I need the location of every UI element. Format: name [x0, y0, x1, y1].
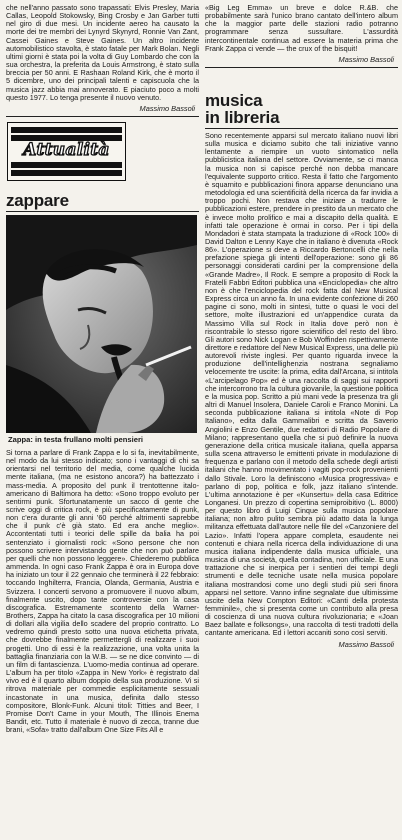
left-intro-text: che nell'anno passato sono trapassati: Elvis Presley, Maria Callas, Leopold Stokowsky, Bing Crosby e Jan Garber tutti nel giro di due mesi. Un incidente aereo ha causato la morte dei tre membri dei Lynyrd Skynyrd, Ronnie Van Zant, Cassei Gaines e Steve Gaines. Un altro incidente automobilistico stavolta, è stato fatale per Mark Bolan. Negli ultimi giorni è stata poi la volta di Guy Lombardo che con la sua orchestra, la preferita da Louis Armstrong, è stato sulla breccia per 50 anni. E Rashaan Roland Kirk, che è morto il 5 dicembre, uno dei principali talenti e capiscuola che la musica jazz abbia mai annoverato. E piaciuto poco a molti questo 1977. Lo tenga presente il nuovo venuto.	[6, 3, 199, 102]
divider	[205, 67, 398, 68]
right-intro-text: «Big Leg Emma» un breve e dolce R.&B. che probabilmente sarà l'unico brano cantato dell'intero album che la maggior parte delle stazioni radio potranno programmare senza sussultare. L'assurdità intercontinentale continua ad essere la materia prima che Frank Zappa ci vende — the crux of the bisquit!	[205, 3, 398, 53]
divider	[6, 116, 199, 117]
photo-caption: Zappa: in testa frullano molti pensieri	[8, 434, 144, 444]
section-title-musica: musica	[205, 90, 263, 110]
right-intro-signature: Massimo Bassoli	[338, 54, 394, 64]
attualita-logo-text: Attualità	[23, 139, 110, 160]
divider	[6, 211, 199, 212]
right-column	[205, 0, 398, 649]
libreria-article-text: Sono recentemente apparsi sul mercato italiano nuovi libri sulla musica e diciamo subito che tali iniziative vanno lentamente a riempire un vuoto sintomatico nella pubblicistica italiana del settore. Ovviamente, se ci manca la musica non si capisce perché non debba mancare l'equivalente supporto critico. Resta il fatto che l'argomento è squarnito e pubblicazioni finora apparse denunciano una metodologia ed una scientificità della ricerca da far invidia a troppo pochi. Non restava che iniziare a tradurre le pubblicazioni estere, prendere in prestito da un mercato che è invece molto prolifico e mai a discapito della qualità. E infatti tale operazione è ormai in corso. Per i tipi della Mondadori è stata stampata la traduzione di «Rock 100» di David Dalton e Lenny Kaye che in italiano è divenuta «Rock 86». L'operazione si deve a Riccardo Bertoncelli che nella prefazione spiega gli intenti dell'operazione: sono gli 86 personaggi considerati cardini per la comprensione della «Grande Madre», Il Rock. E sempre a proposito di Rock la Fratelli Fabbri Editori pubblica una «Enciclopedia» che altro non è che l'enciclopedia del rock fatta dal New Musical Express circa un anno fa. In una evidente confezione di 260 pagine ci sono, molti in sintesi, tutte o quasi le voci del settore, molte illustrazioni ed un'appendice curata da Massimo Villa sul Rock in Italia dove però non è riscontrabile lo stesso rigore scientifico del resto del libro. Gli autori sono Nick Logan e Bob Woffinden rispettivamente direttore e redattore del New Musical Express, una delle più autorevoli riviste inglesi. Per quanto riguarda invece la produzione dell'intellighenzia nostrana segnaliamo velocemente tre uscite: la prima, edita dall'Arcana, si intitola «L'arcipelago Pop» ed è una raccolta di saggi sui rapporti che intercorrono tra la cultura giovanile, la questione politica e la musica pop. Scritto a più mani vede la presenza tra gli altri di Manuel Insolera, Daniele Caroli e Franco Monini. La seconda pubblicazione italiana si intitola «Note di Pop Italiano», edita dalla Gammalibri e scritta da Saverio Angiolini e Enzo Gentile, due redattori di Radio Popolare di Milano; rappresentano quella che si può definire la nuova generazione della critica musicale italiana, quella apparsa sulla scena attraverso le emittenti private in modulazione di frequenza e parlano con il metodo della schede degli artisti italiani che hanno movimentato i vagiti pop-rock provenienti dallo Stivale. Loro la definiscono «Musica progressiva» e parlano di pop, politica e folk, jazz italiano s'intende. L'ultima annotazione è per «Kunsertu» della casa Editrice Longanesi. Un prezzo di copertina semiproibitivo (L. 8000) per questo libro di Luigi Cinque sulla musica popolare italiana; non altro pulito sembra più adatto data la lunga militanza effettuata dall'autore nelle file del «Canzoniere del Lazio». Infatti l'opera appare completa, esaudente nei contenuti e chiara nella ricerca della individuazione di una musica italiana indipendente dalla musica ufficiale, una musica di una società, quella contadina, non ufficiale. E una trattazione che si inerpica per i sentieri dei tempi degli strumenti e delle tecniche usate nella musica popolare italiana mostrandosi come uno degli studi più seri finora apparsi nel settore. Vanno infine segnalate due ultimissime uscite della New Compton Editori: «Canti della protesta femminile», che si presenta come un contributo alla presa di coscienza di una nuova cultura rivoluzionaria; e «Joan Baez ballate e folksongs», una raccolta di testi tradotti della cantante americana. Ed i lettori accaniti sono così serviti.	[205, 130, 398, 638]
left-column	[6, 0, 199, 734]
divider	[205, 128, 398, 129]
attualita-logo	[7, 122, 126, 181]
left-intro-signature: Massimo Bassoli	[139, 103, 195, 113]
libreria-signature: Massimo Bassoli	[338, 639, 394, 649]
section-title-in-libreria: in libreria	[205, 107, 280, 127]
section-title-zappare: zappare	[6, 190, 69, 210]
zappa-photo	[6, 215, 197, 433]
zappa-article-text: Si torna a parlare di Frank Zappa e lo si fa, inevitabilmente, nel modo da lui stesso indicato; sono i vantaggi di chi sa orientarsi nel territorio del media, come qualche lucida mente italiana, (ma ne esistono ancora?) ha battezzato i mass-media. A proposito del punk il trentottenne italo-americano di Baltimora ha detto: «Sono troppo evoluto per sentirmi punk. Sfortunatamente un sacco di gente che scrive oggi di critica rock, è più specificatamente di punk, non c'era durante gli anni '60 perché altrimenti saprebbe che il punk c'è già stato. Ed era anche meglio». Accontentati tutti i teorici delle spille da balia ha poi sentenziato i giornalisti rock: «Sono persone che non possono scrivere intervistando gente che non può parlare per quelli che non possono leggere». Chiederemo pubblica ammenda. In ogni caso Frank Zappa è ora in Europa dove ha iniziato un tour il 22 gennaio che terminerà il 22 febbraio: toccando Inghilterra, Francia, Olanda, Germania, Austria e Svizzera. I concerti servono a promuovere il nuovo album, finalmente uscito, dopo tante controversie con la casa discografica. Estremamente scontento della Warner-Brothers, Zappa ha citato la casa discografica per 10 milioni di dollari alla vigilia dello scadere del proprio contratto. Lo vedremo quindi presto sotto una nuova etichetta privata, che dovrebbe finalmente permettergli di realizzare i suoi progetti. Uno di essi è la realizzazione, una volta unita la battaglia finanziaria con la W.B. — se ne dice convinto — di un film di fantascienza. L'uomo-media continua ad operare. L'album ha per titolo «Zappa in New York» è registrato dal vivo ed è il quarto album doppio della sua produzione. Vi si ritrova materiale per commedie esplicitamente sessuali incastonate in una musica, definita dallo stesso compositore, Blonk-Funk. Alcuni titoli: Titties and Beer, I Promise Don't Came in your Mouth, The Illinois Enema Bandit, etc. Tutto il materiale è nuovo di zecca, tranne due brani, «Sofa» tratto dall'album One Size Fits All e	[6, 447, 199, 735]
